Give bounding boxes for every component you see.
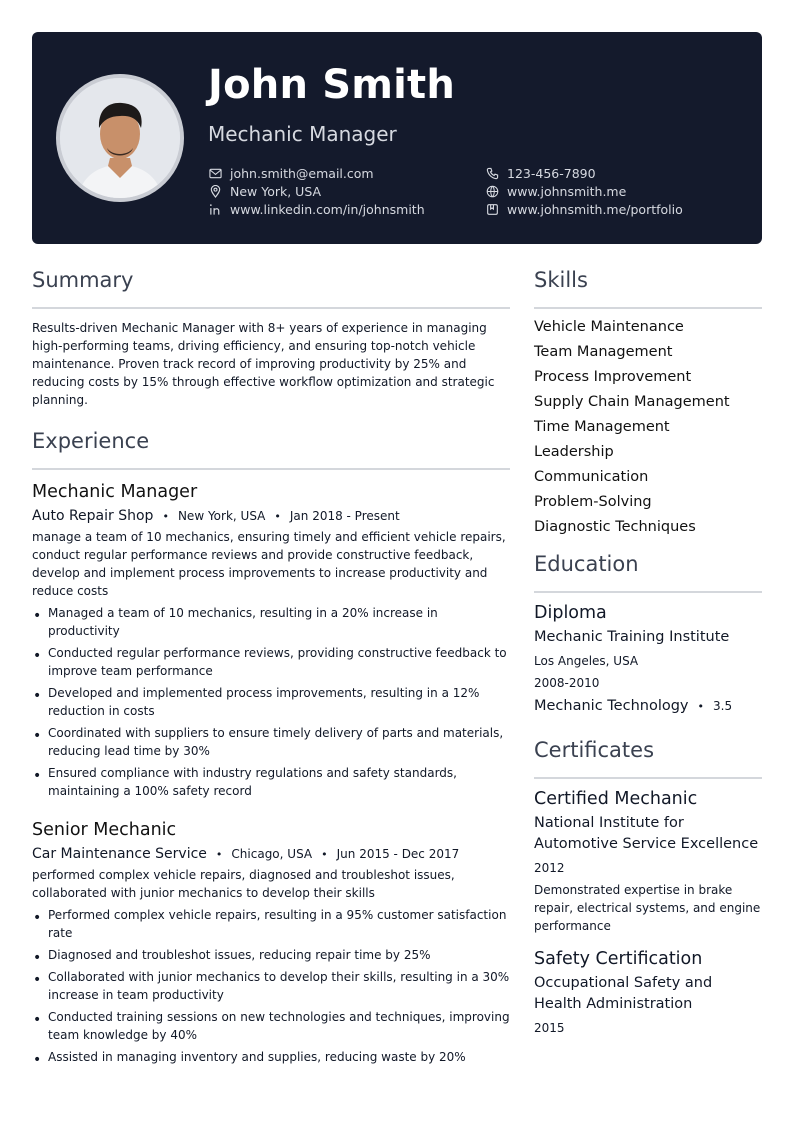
job-meta: [32, 846, 510, 862]
summary-text: Results-driven Mechanic Manager with 8+ years of experience in managing high-performing teams, driving efficiency, and ensuring top-notch vehicle maintenance. Proven track record of improving productivity by 25% and reducing costs by 15% through effective workflow optimization and strategic planning.: [32, 321, 495, 407]
separator-dot: •: [321, 848, 328, 861]
achievement-item: • Collaborated with junior mechanics to develop their skills, resulting in a 30% increase in team productivity: [32, 968, 510, 1004]
achievement-item: • Diagnosed and troubleshot issues, reducing repair time by 25%: [32, 946, 510, 964]
certificate-year: 2012: [534, 861, 565, 875]
location-icon: [208, 184, 222, 198]
education-degree: Diploma: [534, 603, 607, 623]
job-dates: Jan 2018 - Present: [289, 509, 400, 523]
contact-list-left: [208, 166, 425, 216]
education-field-line: [534, 698, 762, 714]
certificates-heading: Certificates: [534, 738, 762, 779]
job-title: Senior Mechanic: [32, 820, 177, 840]
certificate-issuer: Occupational Safety and Health Administration: [534, 975, 713, 1012]
linkedin-icon: [208, 202, 222, 216]
skill-item: Time Management: [534, 419, 670, 435]
achievement-item: • Coordinated with suppliers to ensure timely delivery of parts and materials, reducing lead time by 30%: [32, 724, 510, 760]
job-achievements: [32, 604, 510, 800]
achievement-item: • Developed and implemented process improvements, resulting in a 12% reduction in costs: [32, 684, 510, 720]
achievement-item: • Managed a team of 10 mechanics, resulting in a 20% increase in productivity: [32, 604, 510, 640]
skill-item: Leadership: [534, 444, 614, 460]
education-location: Los Angeles, USA: [534, 654, 639, 668]
contact-list-right: [485, 166, 683, 216]
candidate-title: Mechanic Manager: [208, 122, 397, 146]
summary-heading: Summary: [32, 268, 510, 309]
avatar: [56, 74, 184, 202]
job-entry: [32, 482, 510, 800]
contact-website[interactable]: [485, 184, 683, 198]
contact-linkedin-text: www.linkedin.com/in/johnsmith: [230, 201, 425, 217]
achievement-item: • Ensured compliance with industry regulations and safety standards, maintaining a 100% safety record: [32, 764, 510, 800]
certificate-name: Safety Certification: [534, 949, 703, 969]
contact-phone-text: 123-456-7890: [507, 165, 596, 181]
skill-item: Diagnostic Techniques: [534, 519, 696, 535]
main-column: [32, 268, 510, 1070]
header-banner: [32, 32, 762, 244]
candidate-name: John Smith: [208, 62, 456, 108]
job-location: New York, USA: [177, 509, 266, 523]
contact-portfolio-text: www.johnsmith.me/portfolio: [507, 201, 683, 217]
skill-item: Vehicle Maintenance: [534, 319, 684, 335]
achievement-item: • Performed complex vehicle repairs, resulting in a 95% customer satisfaction rate: [32, 906, 510, 942]
certificate-description: Demonstrated expertise in brake repair, electrical systems, and engine performance: [534, 883, 761, 933]
certificate-year: 2015: [534, 1021, 565, 1035]
contact-website-text: www.johnsmith.me: [507, 183, 627, 199]
contact-location: [208, 184, 425, 198]
job-company: Auto Repair Shop: [32, 508, 154, 524]
contact-email-text: john.smith@email.com: [230, 165, 374, 181]
job-entry: [32, 820, 510, 1066]
certificate-name: Certified Mechanic: [534, 789, 698, 809]
separator-dot: •: [162, 510, 169, 523]
side-column: [534, 268, 762, 1035]
education-school: Mechanic Training Institute: [534, 629, 730, 645]
skill-item: Process Improvement: [534, 369, 692, 385]
profile-photo: [60, 78, 180, 198]
skills-heading: Skills: [534, 268, 762, 309]
job-title: Mechanic Manager: [32, 482, 198, 502]
contact-phone[interactable]: [485, 166, 683, 180]
experience-heading: Experience: [32, 429, 510, 470]
contact-linkedin[interactable]: [208, 202, 425, 216]
job-description: performed complex vehicle repairs, diagnosed and troubleshot issues, collaborated with junior mechanics to develop their skills: [32, 868, 455, 900]
education-dates: 2008-2010: [534, 676, 600, 690]
job-achievements: [32, 906, 510, 1066]
skill-item: Supply Chain Management: [534, 394, 730, 410]
job-location: Chicago, USA: [231, 847, 313, 861]
contact-email[interactable]: [208, 166, 425, 180]
education-field: Mechanic Technology: [534, 698, 689, 714]
achievement-item: • Conducted training sessions on new technologies and techniques, improving team knowledge by 40%: [32, 1008, 510, 1044]
skill-item: Problem-Solving: [534, 494, 652, 510]
skill-item: Team Management: [534, 344, 673, 360]
phone-icon: [485, 166, 499, 180]
achievement-item: • Assisted in managing inventory and supplies, reducing waste by 20%: [32, 1048, 510, 1066]
job-company: Car Maintenance Service: [32, 846, 207, 862]
skills-list: [534, 317, 762, 542]
separator-dot: •: [697, 700, 705, 713]
mail-icon: [208, 166, 222, 180]
portfolio-icon: [485, 202, 499, 216]
achievement-item: • Conducted regular performance reviews, providing constructive feedback to improve team performance: [32, 644, 510, 680]
job-description: manage a team of 10 mechanics, ensuring timely and efficient vehicle repairs, conduct regular performance reviews and provide constructive feedback, develop and implement process improvements to increase productivity and reduce costs: [32, 530, 506, 598]
education-gpa: 3.5: [713, 699, 733, 713]
education-heading: Education: [534, 552, 762, 593]
globe-icon: [485, 184, 499, 198]
job-dates: Jun 2015 - Dec 2017: [336, 847, 460, 861]
separator-dot: •: [274, 510, 281, 523]
contact-portfolio[interactable]: [485, 202, 683, 216]
certificate-issuer: National Institute for Automotive Service Excellence: [534, 815, 759, 852]
skill-item: Communication: [534, 469, 649, 485]
contact-location-text: New York, USA: [230, 183, 322, 199]
separator-dot: •: [215, 848, 223, 861]
job-meta: [32, 508, 510, 524]
